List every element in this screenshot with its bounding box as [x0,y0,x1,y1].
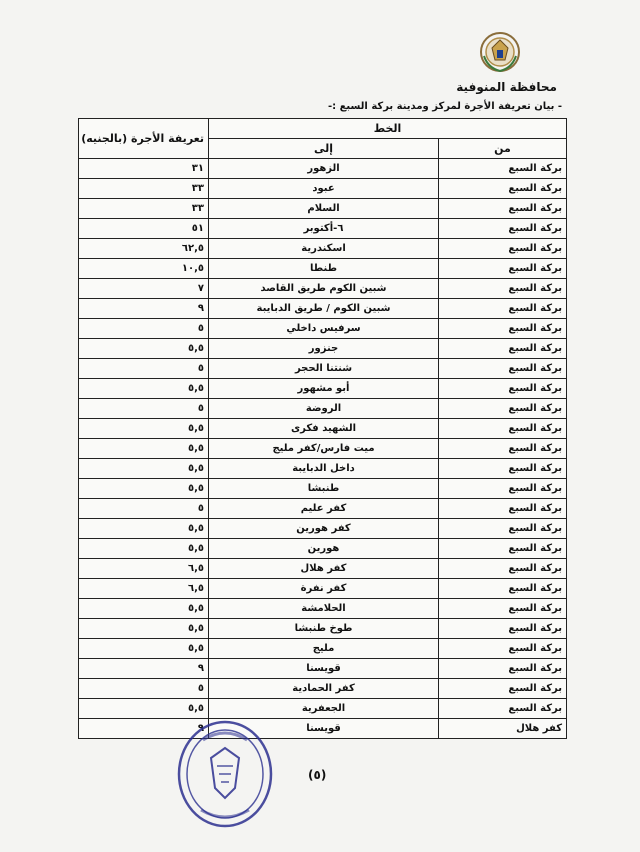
table-row [79,159,567,179]
from-cell: بركة السبع [439,319,567,339]
fare-cell: ٣٣ [79,179,209,199]
from-header: من [439,139,567,159]
table-row [79,199,567,219]
governorate-title: محافظة المنوفية [456,80,557,94]
fare-cell: ٥,٥ [79,439,209,459]
from-cell: بركة السبع [439,439,567,459]
to-cell: الزهور [209,159,439,179]
from-cell: بركة السبع [439,359,567,379]
table-row [79,539,567,559]
fare-cell: ٥,٥ [79,639,209,659]
document-subtitle: - بيان تعريفة الأجرة لمركز ومدينة بركة السبع :- [327,101,562,112]
from-cell: بركة السبع [439,259,567,279]
table-row [79,499,567,519]
fare-header: تعريفة الأجرة (بالجنيه) [79,119,209,159]
table-row [79,419,567,439]
fare-cell: ٩ [79,719,209,739]
to-cell: سرفيس داخلي [209,319,439,339]
fare-cell: ٣١ [79,159,209,179]
to-cell: مليج [209,639,439,659]
to-cell: داخل الدبايبة [209,459,439,479]
fare-cell: ١٠,٥ [79,259,209,279]
to-header: إلى [209,139,439,159]
to-cell: جنزور [209,339,439,359]
to-cell: شبين الكوم طريق القاصد [209,279,439,299]
from-cell: بركة السبع [439,639,567,659]
to-cell: شنتنا الحجر [209,359,439,379]
to-cell: الجعفرية [209,699,439,719]
table-row [79,259,567,279]
from-cell: بركة السبع [439,219,567,239]
table-row [79,439,567,459]
table-row [79,479,567,499]
governorate-emblem-icon [478,28,522,76]
from-cell: بركة السبع [439,619,567,639]
from-cell: بركة السبع [439,559,567,579]
fare-cell: ٥,٥ [79,339,209,359]
to-cell: طنبشا [209,479,439,499]
to-cell: قويسنا [209,719,439,739]
table-row [79,639,567,659]
from-cell: بركة السبع [439,399,567,419]
to-cell: أبو مشهور [209,379,439,399]
from-cell: بركة السبع [439,679,567,699]
table-row [79,679,567,699]
to-cell: السلام [209,199,439,219]
from-cell: بركة السبع [439,299,567,319]
to-cell: اسكندرية [209,239,439,259]
from-cell: بركة السبع [439,599,567,619]
fare-cell: ٧ [79,279,209,299]
to-cell: كفر هلال [209,559,439,579]
table-row [79,299,567,319]
from-cell: بركة السبع [439,539,567,559]
to-cell: طنطا [209,259,439,279]
to-cell: طوخ طنبشا [209,619,439,639]
from-cell: بركة السبع [439,659,567,679]
fare-cell: ٥,٥ [79,539,209,559]
fare-cell: ٣٣ [79,199,209,219]
fare-table [78,118,567,739]
table-row [79,239,567,259]
fare-cell: ٥,٥ [79,479,209,499]
fare-cell: ٥,٥ [79,619,209,639]
line-header: الخط [209,119,567,139]
from-cell: بركة السبع [439,579,567,599]
table-row [79,659,567,679]
to-cell: ميت فارس/كفر مليج [209,439,439,459]
table-row [79,719,567,739]
from-cell: بركة السبع [439,179,567,199]
fare-cell: ٥ [79,319,209,339]
fare-cell: ٩ [79,299,209,319]
fare-cell: ٥,٥ [79,519,209,539]
to-cell: كفر عليم [209,499,439,519]
table-row [79,319,567,339]
to-cell: كفر نفرة [209,579,439,599]
fare-cell: ٥١ [79,219,209,239]
to-cell: الشهيد فكرى [209,419,439,439]
official-seal-stamp [175,718,275,830]
fare-cell: ٥ [79,399,209,419]
from-cell: كفر هلال [439,719,567,739]
table-header-row [79,119,567,139]
from-cell: بركة السبع [439,699,567,719]
table-row [79,579,567,599]
table-row [79,339,567,359]
from-cell: بركة السبع [439,199,567,219]
fare-cell: ٦٢,٥ [79,239,209,259]
fare-cell: ٥ [79,359,209,379]
table-row [79,459,567,479]
from-cell: بركة السبع [439,339,567,359]
table-row [79,619,567,639]
fare-cell: ٥,٥ [79,699,209,719]
table-row [79,379,567,399]
from-cell: بركة السبع [439,239,567,259]
to-cell: الروضة [209,399,439,419]
page-number: (٥) [308,768,327,782]
table-row [79,279,567,299]
table-row [79,359,567,379]
table-row [79,699,567,719]
table-row [79,519,567,539]
to-cell: كفر الحمادية [209,679,439,699]
fare-cell: ٥,٥ [79,419,209,439]
from-cell: بركة السبع [439,419,567,439]
table-row [79,599,567,619]
fare-cell: ٥ [79,499,209,519]
fare-cell: ٥ [79,679,209,699]
fare-cell: ٥,٥ [79,599,209,619]
table-row [79,559,567,579]
from-cell: بركة السبع [439,379,567,399]
table-row [79,219,567,239]
table-row [79,179,567,199]
to-cell: كفر هورين [209,519,439,539]
table-row [79,399,567,419]
to-cell: عبود [209,179,439,199]
fare-cell: ٦,٥ [79,559,209,579]
from-cell: بركة السبع [439,499,567,519]
from-cell: بركة السبع [439,159,567,179]
to-cell: شبين الكوم / طريق الدبايبة [209,299,439,319]
from-cell: بركة السبع [439,479,567,499]
from-cell: بركة السبع [439,519,567,539]
from-cell: بركة السبع [439,279,567,299]
to-cell: هورين [209,539,439,559]
to-cell: الحلامشة [209,599,439,619]
fare-cell: ٩ [79,659,209,679]
fare-cell: ٥,٥ [79,379,209,399]
to-cell: ٦-أكتوبر [209,219,439,239]
fare-cell: ٥,٥ [79,459,209,479]
to-cell: قويسنا [209,659,439,679]
fare-cell: ٦,٥ [79,579,209,599]
from-cell: بركة السبع [439,459,567,479]
